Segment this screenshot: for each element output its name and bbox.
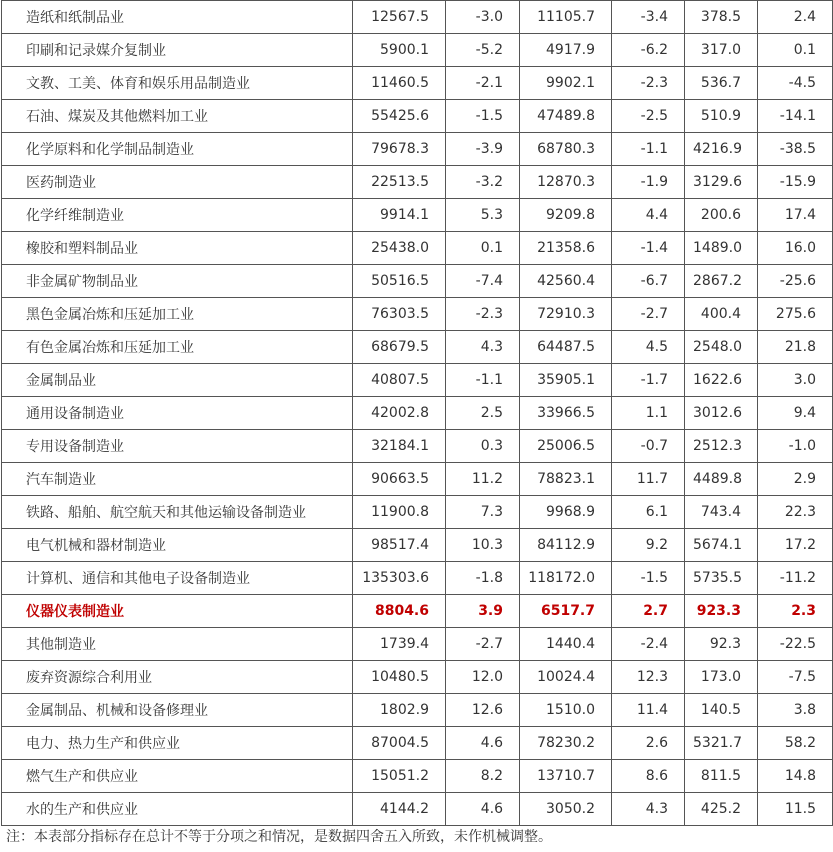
value-cell-col1: 1739.4: [353, 628, 446, 661]
value-cell-col3: 3050.2: [520, 793, 612, 826]
industry-name-cell: 计算机、通信和其他电子设备制造业: [2, 562, 353, 595]
value-cell-col6: 275.6: [758, 298, 833, 331]
table-row: [2, 661, 833, 694]
value-cell-col3: 78823.1: [520, 463, 612, 496]
value-cell-col3: 68780.3: [520, 133, 612, 166]
value-cell-col5: 510.9: [685, 100, 758, 133]
value-cell-col1: 76303.5: [353, 298, 446, 331]
value-cell-col6: 17.4: [758, 199, 833, 232]
value-cell-col4: 12.3: [612, 661, 685, 694]
value-cell-col6: 2.9: [758, 463, 833, 496]
value-cell-col2: 4.6: [446, 727, 520, 760]
value-cell-col4: -1.4: [612, 232, 685, 265]
industry-name-cell: 化学原料和化学制品制造业: [2, 133, 353, 166]
value-cell-col6: 14.8: [758, 760, 833, 793]
table-row: [2, 67, 833, 100]
value-cell-col4: 9.2: [612, 529, 685, 562]
industry-name-cell: 化学纤维制造业: [2, 199, 353, 232]
value-cell-col4: 1.1: [612, 397, 685, 430]
table-row-highlighted: [2, 595, 833, 628]
value-cell-col2: -2.7: [446, 628, 520, 661]
value-cell-col5: 92.3: [685, 628, 758, 661]
table-row: [2, 562, 833, 595]
value-cell-col1: 10480.5: [353, 661, 446, 694]
value-cell-col5: 923.3: [685, 595, 758, 628]
value-cell-col3: 64487.5: [520, 331, 612, 364]
value-cell-col5: 811.5: [685, 760, 758, 793]
value-cell-col1: 135303.6: [353, 562, 446, 595]
value-cell-col6: 3.0: [758, 364, 833, 397]
value-cell-col6: 3.8: [758, 694, 833, 727]
value-cell-col5: 140.5: [685, 694, 758, 727]
value-cell-col2: 3.9: [446, 595, 520, 628]
industry-name-cell: 燃气生产和供应业: [2, 760, 353, 793]
value-cell-col5: 173.0: [685, 661, 758, 694]
value-cell-col2: -5.2: [446, 34, 520, 67]
value-cell-col2: 11.2: [446, 463, 520, 496]
table-row: [2, 496, 833, 529]
value-cell-col2: -3.9: [446, 133, 520, 166]
value-cell-col2: -1.8: [446, 562, 520, 595]
value-cell-col6: 16.0: [758, 232, 833, 265]
value-cell-col6: -4.5: [758, 67, 833, 100]
table-row: [2, 34, 833, 67]
table-row: [2, 364, 833, 397]
value-cell-col2: 8.2: [446, 760, 520, 793]
industry-name-cell: 非金属矿物制品业: [2, 265, 353, 298]
value-cell-col6: 2.3: [758, 595, 833, 628]
value-cell-col1: 8804.6: [353, 595, 446, 628]
value-cell-col2: 7.3: [446, 496, 520, 529]
value-cell-col4: 2.7: [612, 595, 685, 628]
table-row: [2, 331, 833, 364]
table-row: [2, 628, 833, 661]
value-cell-col3: 11105.7: [520, 1, 612, 34]
value-cell-col3: 84112.9: [520, 529, 612, 562]
value-cell-col3: 25006.5: [520, 430, 612, 463]
value-cell-col5: 3012.6: [685, 397, 758, 430]
value-cell-col5: 2548.0: [685, 331, 758, 364]
value-cell-col4: -2.4: [612, 628, 685, 661]
value-cell-col2: -3.0: [446, 1, 520, 34]
value-cell-col4: -1.1: [612, 133, 685, 166]
value-cell-col3: 72910.3: [520, 298, 612, 331]
value-cell-col1: 5900.1: [353, 34, 446, 67]
table-row: [2, 232, 833, 265]
table-row: [2, 727, 833, 760]
table-row: [2, 793, 833, 826]
value-cell-col3: 9209.8: [520, 199, 612, 232]
value-cell-col3: 47489.8: [520, 100, 612, 133]
industry-name-cell: 有色金属冶炼和压延加工业: [2, 331, 353, 364]
industry-name-cell: 其他制造业: [2, 628, 353, 661]
table-row: [2, 463, 833, 496]
value-cell-col5: 425.2: [685, 793, 758, 826]
industry-data-table: [1, 0, 833, 826]
table-row: [2, 397, 833, 430]
value-cell-col5: 5321.7: [685, 727, 758, 760]
value-cell-col5: 2512.3: [685, 430, 758, 463]
value-cell-col5: 3129.6: [685, 166, 758, 199]
value-cell-col2: -1.1: [446, 364, 520, 397]
table-row: [2, 166, 833, 199]
value-cell-col5: 5735.5: [685, 562, 758, 595]
value-cell-col2: 5.3: [446, 199, 520, 232]
value-cell-col6: 11.5: [758, 793, 833, 826]
value-cell-col3: 33966.5: [520, 397, 612, 430]
value-cell-col2: -1.5: [446, 100, 520, 133]
value-cell-col6: -7.5: [758, 661, 833, 694]
value-cell-col4: -2.7: [612, 298, 685, 331]
value-cell-col4: 4.5: [612, 331, 685, 364]
value-cell-col1: 11900.8: [353, 496, 446, 529]
value-cell-col1: 4144.2: [353, 793, 446, 826]
value-cell-col4: -1.9: [612, 166, 685, 199]
industry-name-cell: 仪器仪表制造业: [2, 595, 353, 628]
value-cell-col1: 42002.8: [353, 397, 446, 430]
table-row: [2, 133, 833, 166]
value-cell-col1: 50516.5: [353, 265, 446, 298]
industry-name-cell: 电力、热力生产和供应业: [2, 727, 353, 760]
value-cell-col1: 40807.5: [353, 364, 446, 397]
value-cell-col3: 10024.4: [520, 661, 612, 694]
table-row: [2, 265, 833, 298]
value-cell-col2: 0.3: [446, 430, 520, 463]
value-cell-col3: 9968.9: [520, 496, 612, 529]
table-row: [2, 529, 833, 562]
value-cell-col6: 2.4: [758, 1, 833, 34]
value-cell-col3: 6517.7: [520, 595, 612, 628]
industry-name-cell: 汽车制造业: [2, 463, 353, 496]
industry-name-cell: 铁路、船舶、航空航天和其他运输设备制造业: [2, 496, 353, 529]
table-row: [2, 430, 833, 463]
value-cell-col1: 1802.9: [353, 694, 446, 727]
value-cell-col5: 317.0: [685, 34, 758, 67]
table-row: [2, 100, 833, 133]
value-cell-col1: 11460.5: [353, 67, 446, 100]
industry-name-cell: 黑色金属冶炼和压延加工业: [2, 298, 353, 331]
value-cell-col1: 9914.1: [353, 199, 446, 232]
value-cell-col6: -22.5: [758, 628, 833, 661]
table-footnote: 注：本表部分指标存在总计不等于分项之和情况，是数据四舍五入所致，未作机械调整。: [6, 829, 552, 845]
industry-name-cell: 水的生产和供应业: [2, 793, 353, 826]
industry-name-cell: 印刷和记录媒介复制业: [2, 34, 353, 67]
value-cell-col5: 2867.2: [685, 265, 758, 298]
value-cell-col4: -0.7: [612, 430, 685, 463]
industry-name-cell: 专用设备制造业: [2, 430, 353, 463]
value-cell-col6: 21.8: [758, 331, 833, 364]
value-cell-col6: -1.0: [758, 430, 833, 463]
value-cell-col4: 11.4: [612, 694, 685, 727]
industry-name-cell: 废弃资源综合利用业: [2, 661, 353, 694]
value-cell-col5: 4489.8: [685, 463, 758, 496]
value-cell-col5: 743.4: [685, 496, 758, 529]
value-cell-col2: 12.0: [446, 661, 520, 694]
value-cell-col5: 200.6: [685, 199, 758, 232]
value-cell-col3: 1510.0: [520, 694, 612, 727]
value-cell-col1: 98517.4: [353, 529, 446, 562]
value-cell-col2: 4.3: [446, 331, 520, 364]
value-cell-col2: 12.6: [446, 694, 520, 727]
value-cell-col3: 9902.1: [520, 67, 612, 100]
value-cell-col1: 55425.6: [353, 100, 446, 133]
value-cell-col6: 0.1: [758, 34, 833, 67]
value-cell-col5: 1622.6: [685, 364, 758, 397]
value-cell-col2: -7.4: [446, 265, 520, 298]
industry-name-cell: 金属制品、机械和设备修理业: [2, 694, 353, 727]
table-row: [2, 1, 833, 34]
industry-name-cell: 金属制品业: [2, 364, 353, 397]
value-cell-col5: 1489.0: [685, 232, 758, 265]
value-cell-col1: 15051.2: [353, 760, 446, 793]
value-cell-col2: -2.1: [446, 67, 520, 100]
value-cell-col3: 42560.4: [520, 265, 612, 298]
industry-name-cell: 橡胶和塑料制品业: [2, 232, 353, 265]
value-cell-col4: -3.4: [612, 1, 685, 34]
value-cell-col1: 12567.5: [353, 1, 446, 34]
table-row: [2, 760, 833, 793]
value-cell-col6: 22.3: [758, 496, 833, 529]
value-cell-col2: -2.3: [446, 298, 520, 331]
value-cell-col4: -6.2: [612, 34, 685, 67]
value-cell-col6: -11.2: [758, 562, 833, 595]
value-cell-col5: 4216.9: [685, 133, 758, 166]
value-cell-col4: 11.7: [612, 463, 685, 496]
value-cell-col1: 25438.0: [353, 232, 446, 265]
value-cell-col3: 118172.0: [520, 562, 612, 595]
value-cell-col1: 90663.5: [353, 463, 446, 496]
value-cell-col5: 400.4: [685, 298, 758, 331]
industry-name-cell: 电气机械和器材制造业: [2, 529, 353, 562]
value-cell-col5: 536.7: [685, 67, 758, 100]
value-cell-col1: 22513.5: [353, 166, 446, 199]
value-cell-col3: 78230.2: [520, 727, 612, 760]
table-row: [2, 694, 833, 727]
industry-name-cell: 医药制造业: [2, 166, 353, 199]
value-cell-col6: -14.1: [758, 100, 833, 133]
value-cell-col2: 10.3: [446, 529, 520, 562]
value-cell-col6: -25.6: [758, 265, 833, 298]
value-cell-col4: -2.3: [612, 67, 685, 100]
value-cell-col3: 4917.9: [520, 34, 612, 67]
value-cell-col2: 2.5: [446, 397, 520, 430]
value-cell-col4: 6.1: [612, 496, 685, 529]
value-cell-col3: 12870.3: [520, 166, 612, 199]
value-cell-col6: -15.9: [758, 166, 833, 199]
value-cell-col4: 4.4: [612, 199, 685, 232]
value-cell-col6: 58.2: [758, 727, 833, 760]
value-cell-col6: -38.5: [758, 133, 833, 166]
table-row: [2, 199, 833, 232]
value-cell-col4: -2.5: [612, 100, 685, 133]
industry-name-cell: 石油、煤炭及其他燃料加工业: [2, 100, 353, 133]
industry-name-cell: 通用设备制造业: [2, 397, 353, 430]
value-cell-col1: 32184.1: [353, 430, 446, 463]
value-cell-col1: 79678.3: [353, 133, 446, 166]
value-cell-col5: 5674.1: [685, 529, 758, 562]
table-row: [2, 298, 833, 331]
value-cell-col3: 13710.7: [520, 760, 612, 793]
value-cell-col2: -3.2: [446, 166, 520, 199]
value-cell-col4: -6.7: [612, 265, 685, 298]
value-cell-col4: -1.5: [612, 562, 685, 595]
value-cell-col2: 4.6: [446, 793, 520, 826]
table-body: [2, 1, 833, 826]
value-cell-col4: -1.7: [612, 364, 685, 397]
value-cell-col4: 4.3: [612, 793, 685, 826]
value-cell-col4: 2.6: [612, 727, 685, 760]
value-cell-col6: 17.2: [758, 529, 833, 562]
value-cell-col1: 68679.5: [353, 331, 446, 364]
value-cell-col3: 1440.4: [520, 628, 612, 661]
value-cell-col5: 378.5: [685, 1, 758, 34]
industry-name-cell: 造纸和纸制品业: [2, 1, 353, 34]
value-cell-col2: 0.1: [446, 232, 520, 265]
value-cell-col4: 8.6: [612, 760, 685, 793]
value-cell-col1: 87004.5: [353, 727, 446, 760]
value-cell-col3: 21358.6: [520, 232, 612, 265]
value-cell-col6: 9.4: [758, 397, 833, 430]
industry-name-cell: 文教、工美、体育和娱乐用品制造业: [2, 67, 353, 100]
value-cell-col3: 35905.1: [520, 364, 612, 397]
